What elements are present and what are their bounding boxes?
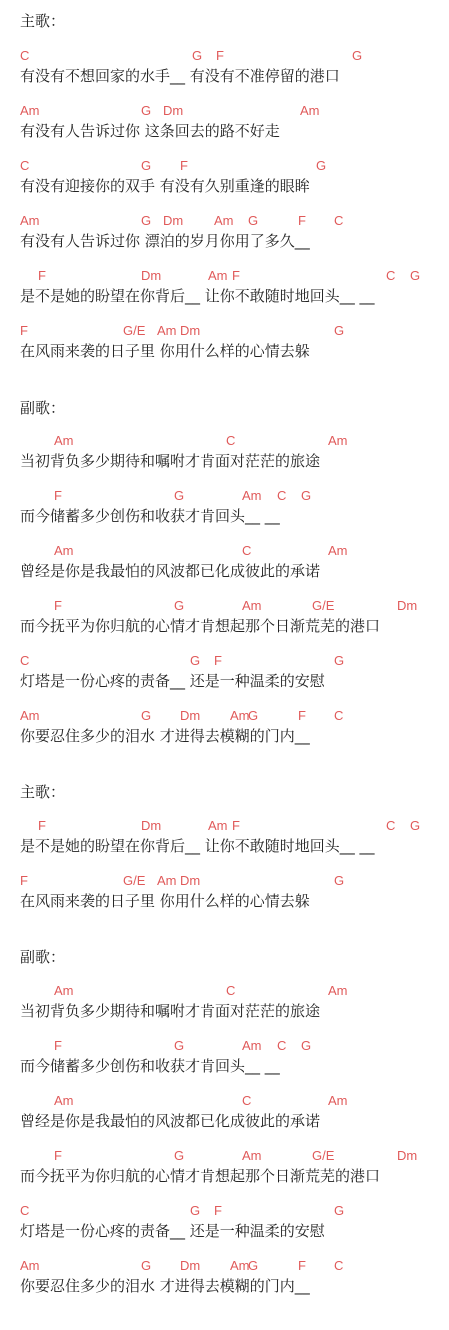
chord-row xyxy=(0,48,449,66)
lyric-line: 当初背负多少期待和嘱咐才肯面对茫茫的旅途 xyxy=(20,452,321,470)
chord-label: Dm xyxy=(141,268,162,283)
chord-label: G xyxy=(334,653,345,668)
chord-label: F xyxy=(214,1203,222,1218)
chord-row xyxy=(0,433,449,451)
chord-label: G xyxy=(316,158,327,173)
chord-label: F xyxy=(38,268,46,283)
chord-row xyxy=(0,1258,449,1276)
lyric-line: 有没有不想回家的水手__ 有没有不准停留的港口 xyxy=(20,67,340,85)
chord-label: Dm xyxy=(141,818,162,833)
chord-label: G xyxy=(301,488,312,503)
chord-label: Am xyxy=(328,1093,348,1108)
chord-label: F xyxy=(54,1148,62,1163)
chord-row xyxy=(0,323,449,341)
chord-label: Dm xyxy=(397,598,418,613)
chord-label: C xyxy=(242,543,252,558)
chord-label: F xyxy=(214,653,222,668)
chord-label: G/E xyxy=(312,598,335,613)
chord-label: F xyxy=(298,213,306,228)
chord-label: C xyxy=(277,1038,287,1053)
lyric-line: 灯塔是一份心疼的责备__ 还是一种温柔的安慰 xyxy=(20,1222,325,1240)
lyric-line: 曾经是你是我最怕的风波都已化成彼此的承诺 xyxy=(20,1112,321,1130)
chord-label: C xyxy=(277,488,287,503)
chord-label: Am xyxy=(54,1093,74,1108)
chord-label: Am xyxy=(157,323,177,338)
chord-label: Am xyxy=(328,433,348,448)
chord-label: Am xyxy=(300,103,320,118)
chord-label: C xyxy=(334,1258,344,1273)
lyric-line: 而今抚平为你归航的心情才肯想起那个日渐荒芜的港口 xyxy=(20,1167,381,1185)
chord-row xyxy=(0,818,449,836)
chord-label: G xyxy=(248,708,259,723)
chord-label: G xyxy=(248,213,259,228)
lyric-line: 曾经是你是我最怕的风波都已化成彼此的承诺 xyxy=(20,562,321,580)
chord-label: G xyxy=(141,213,152,228)
chord-label: Am xyxy=(54,983,74,998)
chord-row xyxy=(0,1093,449,1111)
chord-label: C xyxy=(20,158,30,173)
chord-label: F xyxy=(180,158,188,173)
chord-label: G/E xyxy=(123,873,146,888)
chord-label: G xyxy=(141,158,152,173)
chord-row xyxy=(0,598,449,616)
chord-label: Dm xyxy=(180,873,201,888)
chord-label: Dm xyxy=(163,213,184,228)
chord-label: C xyxy=(386,268,396,283)
section-label-chorus: 副歌： xyxy=(20,399,66,417)
lyric-line: 在风雨来袭的日子里 你用什么样的心情去躲 xyxy=(20,892,310,910)
chord-label: Dm xyxy=(397,1148,418,1163)
chord-label: Am xyxy=(157,873,177,888)
lyric-line: 有没有人告诉过你 这条回去的路不好走 xyxy=(20,122,280,140)
chord-row xyxy=(0,983,449,1001)
chord-row xyxy=(0,213,449,231)
chord-label: G xyxy=(174,1148,185,1163)
chord-label: C xyxy=(226,983,236,998)
chord-label: G xyxy=(352,48,363,63)
chord-row xyxy=(0,1148,449,1166)
chord-row xyxy=(0,103,449,121)
chord-label: Am xyxy=(242,1038,262,1053)
chord-label: C xyxy=(20,653,30,668)
chord-label: Dm xyxy=(180,708,201,723)
chord-label: G xyxy=(174,598,185,613)
section-label-verse: 主歌： xyxy=(20,783,66,801)
chord-label: F xyxy=(232,268,240,283)
lyric-line: 你要忍住多少的泪水 才进得去模糊的门内__ xyxy=(20,1277,310,1295)
chord-label: G xyxy=(141,708,152,723)
chord-label: G xyxy=(334,873,345,888)
lyric-line: 而今抚平为你归航的心情才肯想起那个日渐荒芜的港口 xyxy=(20,617,381,635)
chord-label: G xyxy=(174,488,185,503)
chord-label: Am xyxy=(242,488,262,503)
lyric-line: 是不是她的盼望在你背后__ 让你不敢随时地回头__ __ xyxy=(20,287,375,305)
chord-label: Am xyxy=(230,1258,250,1273)
chord-label: C xyxy=(334,213,344,228)
chord-label: G xyxy=(174,1038,185,1053)
chord-label: C xyxy=(386,818,396,833)
lyric-line: 而今储蓄多少创伤和收获才肯回头__ __ xyxy=(20,507,280,525)
lyric-line: 有没有人告诉过你 漂泊的岁月你用了多久__ xyxy=(20,232,310,250)
chord-label: C xyxy=(20,48,30,63)
chord-label: F xyxy=(54,488,62,503)
chord-row xyxy=(0,653,449,671)
chord-label: Am xyxy=(328,543,348,558)
chord-label: G xyxy=(248,1258,259,1273)
chord-label: Am xyxy=(54,543,74,558)
chord-label: G xyxy=(301,1038,312,1053)
chord-label: C xyxy=(20,1203,30,1218)
chord-label: Am xyxy=(208,818,228,833)
chord-label: G xyxy=(410,818,421,833)
section-label-verse: 主歌： xyxy=(20,12,66,30)
chord-label: F xyxy=(20,323,28,338)
chord-label: Am xyxy=(230,708,250,723)
chord-row xyxy=(0,1203,449,1221)
chord-label: G xyxy=(190,1203,201,1218)
chord-label: Am xyxy=(20,708,40,723)
chord-label: G xyxy=(141,1258,152,1273)
chord-row xyxy=(0,543,449,561)
chord-label: F xyxy=(298,1258,306,1273)
chord-label: G xyxy=(192,48,203,63)
lyric-line: 灯塔是一份心疼的责备__ 还是一种温柔的安慰 xyxy=(20,672,325,690)
chord-label: Am xyxy=(20,213,40,228)
chord-label: Dm xyxy=(180,1258,201,1273)
chord-label: Am xyxy=(208,268,228,283)
chord-row xyxy=(0,158,449,176)
chord-label: G xyxy=(141,103,152,118)
chord-label: F xyxy=(298,708,306,723)
chord-label: Am xyxy=(242,598,262,613)
lyric-line: 是不是她的盼望在你背后__ 让你不敢随时地回头__ __ xyxy=(20,837,375,855)
chord-label: F xyxy=(54,598,62,613)
chord-row xyxy=(0,268,449,286)
lyric-line: 当初背负多少期待和嘱咐才肯面对茫茫的旅途 xyxy=(20,1002,321,1020)
chord-label: C xyxy=(334,708,344,723)
chord-label: F xyxy=(216,48,224,63)
lyric-line: 有没有迎接你的双手 有没有久别重逢的眼眸 xyxy=(20,177,310,195)
chord-label: C xyxy=(226,433,236,448)
chord-label: F xyxy=(54,1038,62,1053)
chord-label: Am xyxy=(214,213,234,228)
chord-label: G xyxy=(334,323,345,338)
chord-label: Am xyxy=(20,1258,40,1273)
chord-label: G xyxy=(410,268,421,283)
section-label-chorus: 副歌： xyxy=(20,948,66,966)
chord-label: F xyxy=(232,818,240,833)
lyric-line: 而今储蓄多少创伤和收获才肯回头__ __ xyxy=(20,1057,280,1075)
chord-label: Am xyxy=(54,433,74,448)
chord-label: G/E xyxy=(123,323,146,338)
chord-row xyxy=(0,1038,449,1056)
chord-label: Am xyxy=(242,1148,262,1163)
chord-row xyxy=(0,488,449,506)
chord-row xyxy=(0,708,449,726)
chord-label: G xyxy=(190,653,201,668)
lyric-line: 你要忍住多少的泪水 才进得去模糊的门内__ xyxy=(20,727,310,745)
chord-label: Am xyxy=(20,103,40,118)
chord-label: G xyxy=(334,1203,345,1218)
lyric-line: 在风雨来袭的日子里 你用什么样的心情去躲 xyxy=(20,342,310,360)
chord-label: F xyxy=(38,818,46,833)
chord-label: Am xyxy=(328,983,348,998)
chord-label: Dm xyxy=(180,323,201,338)
chord-label: C xyxy=(242,1093,252,1108)
chord-label: G/E xyxy=(312,1148,335,1163)
chord-label: F xyxy=(20,873,28,888)
chord-row xyxy=(0,873,449,891)
chord-label: Dm xyxy=(163,103,184,118)
